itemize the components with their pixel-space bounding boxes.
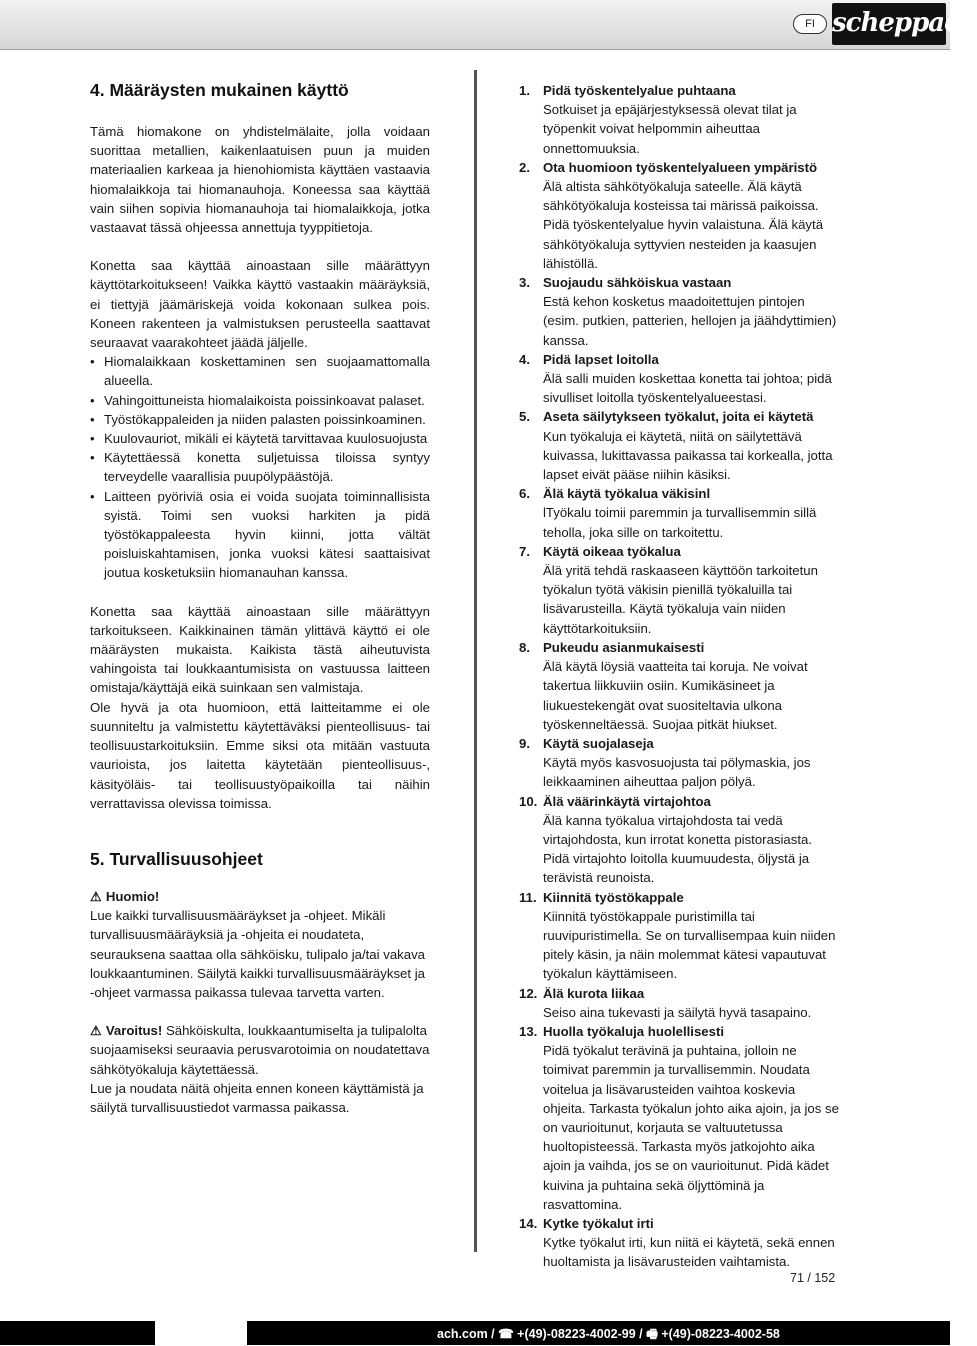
note-heading: [90, 889, 159, 904]
warning-body: Sähköiskulta, loukkaantumiselta ja tulipalolta suojaamiseksi seuraavia perusvarotoimia on noudatettava sähkötyökaluja käytettäessä.: [90, 1023, 430, 1077]
rule-number: 13.: [519, 1023, 538, 1039]
safety-rule-1: [519, 81, 839, 158]
header-bar: [0, 0, 977, 50]
safety-rule-10: [519, 792, 839, 888]
warning-heading: [90, 1023, 162, 1038]
rule-title: Aseta säilytykseen työkalut, joita ei käytetä: [543, 409, 814, 425]
rule-body: Älä yritä tehdä raskaaseen käyttöön tarkoitetun työkalun työtä väkisin pienillä työkaluilla tai lisävarusteilla. Käytä työkaluja vain niiden käyttötarkoituksiin.: [543, 563, 818, 636]
section-5-title: 5. Turvallisuusohjeet: [90, 848, 263, 869]
language-badge: FI: [793, 14, 827, 34]
rule-number: 4.: [519, 351, 530, 367]
safety-rule-5: [519, 407, 839, 484]
safety-rules-list: [519, 81, 839, 1272]
rule-number: 11.: [519, 889, 537, 905]
rule-title: Suojaudu sähköiskua vastaan: [543, 275, 732, 291]
page-number: 71 / 152: [790, 1271, 836, 1285]
rule-body: Älä kanna työkalua virtajohdosta tai vedä virtajohdosta, kun irrotat konetta pistorasiasta. Pidä virtajohto loitolla kuumuudesta, öljystä ja terävistä reunoista.: [543, 812, 813, 886]
rule-body: Älä altista sähkötyökaluja sateelle. Älä käytä sähkötyökaluja kosteissa tai märissä paikoissa. Pidä työskentelyalue hyvin valaistuna. Älä käytä sähkötyökaluja syttyvien nesteiden ja kaasujen lähistöllä.: [543, 179, 824, 271]
safety-rule-7: [519, 542, 839, 638]
rule-title: Pukeudu asianmukaisesti: [543, 639, 705, 655]
rule-body: Käytä myös kasvosuojusta tai pölymaskia, jos leikkaaminen aiheuttaa paljon pölyä.: [543, 755, 811, 790]
rule-body: Seiso aina tukevasti ja säilytä hyvä tasapaino.: [543, 1004, 812, 1020]
warning-triangle-icon: ⚠: [90, 888, 102, 904]
safety-rule-11: [519, 888, 839, 984]
section-4-paragraph-1: Tämä hiomakone on yhdistelmälaite, jolla voidaan suorittaa metallien, kaikenlaatuisen puun ja muiden materiaalien karkeaa ja hienohiomista käyttäen vastaavia hiomalaikkoja tai hiomanauhoja. Koneessa saa käyttää vain siihen sopivia hiomanauhoja tai hiomalaikkoja, jotka vastaavat tässä ohjeessa annettuja tyyppitietoja.: [90, 124, 430, 236]
rule-number: 7.: [519, 543, 530, 559]
section-4-paragraph-2: Konetta saa käyttää ainoastaan sille määrättyyn käyttötarkoitukseen! Vaikka käyttö vastaakin määräyksiä, ei tiettyjä jäämäriskejä voida kokonaan sulkea pois. Koneen rakenteen ja valmistuksen perusteella saattavat seuraavat vaarakohteet jäädä jäljelle.: [90, 258, 430, 351]
rule-body: lTyökalu toimii paremmin ja turvallisemmin sillä teholla, joka sille on tarkoitettu.: [543, 505, 817, 540]
section-4-paragraph-3: Konetta saa käyttää ainoastaan sille määrättyyn tarkoitukseen. Kaikkinainen tämän ylittävä käyttö ei ole määräysten mukaista. Kaikista tästä aiheutuvista vahingoista tai loukkaantumisista on vastuussa laitteen omistaja/käyttäjä eikä suinkaan sen valmistaja.: [90, 603, 430, 696]
note-heading-text: Huomio!: [105, 888, 160, 904]
rule-number: 9.: [519, 735, 530, 751]
rule-number: 14.: [519, 1215, 538, 1231]
rule-number: 12.: [519, 985, 538, 1001]
section-4-title: 4. Määräysten mukainen käyttö: [90, 80, 349, 100]
rule-number: 1.: [519, 83, 530, 98]
rule-body: Sotkuiset ja epäjärjestyksessä olevat tilat ja työpenkit voivat helpommin aiheuttaa onnettomuuksia.: [543, 102, 797, 156]
rule-title: Kytke työkalut irti: [543, 1215, 654, 1231]
safety-rule-3: [519, 273, 839, 350]
rule-body: Pidä työkalut terävinä ja puhtaina, jolloin ne toimivat paremmin ja turvallisemmin. Noudata voitelua ja lisävarusteiden vaihtoa koskevia ohjeita. Tarkasta työkalun johto aika ajoin, ja jos se on vaurioitunut, korjauta se valtuutetussa huoltopisteessä. Tarkasta myös jatkojohto aika ajoin ja vaihda, jos se on vaurioitunut. Pidä kädet kuivina ja puhtaina sekä öljyttöminä ja rasvattomina.: [543, 1043, 839, 1212]
safety-rule-8: [519, 638, 839, 734]
rule-title: Älä väärinkäytä virtajohtoa: [543, 793, 711, 809]
rule-title: Pidä lapset loitolla: [543, 351, 659, 367]
note-body: Lue kaikki turvallisuusmääräykset ja -ohjeet. Mikäli turvallisuusmääräyksiä ja -ohjeita ei noudateta, seurauksena saattaa olla sähköisku, tulipalo ja/tai vakava loukkaantuminen. Säilytä kaikki turvallisuusmääräykset ja -ohjeet varmassa paikassa tulevaa tarvetta varten.: [90, 908, 426, 1000]
rule-number: 10.: [519, 793, 538, 809]
rule-number: 8.: [519, 639, 530, 655]
rule-title: Älä kurota liikaa: [543, 985, 645, 1001]
footer-contact: ach.com / ☎ +(49)-08223-4002-99 / 🖷 +(49)-08223-4002-58: [437, 1327, 780, 1341]
rule-title: Käytä suojalaseja: [543, 735, 654, 751]
warning-heading-text: Varoitus!: [105, 1023, 163, 1039]
note-block: [90, 887, 430, 1002]
rule-title: Huolla työkaluja huolellisesti: [543, 1023, 725, 1039]
hazard-item: • Vahingoittuneista hiomalaikoista poissinkoavat palaset.: [90, 391, 430, 410]
rule-body: Estä kehon kosketus maadoitettujen pintojen (esim. putkien, patterien, hellojen ja jäähdyttimien) kanssa.: [543, 294, 837, 348]
rule-title: Älä käytä työkalua väkisinl: [543, 486, 711, 502]
warning-triangle-icon: ⚠: [90, 1023, 102, 1039]
safety-rule-14: [519, 1214, 839, 1272]
rule-body: Kiinnitä työstökappale puristimilla tai ruuvipuristimella. Se on turvallisempaa kuin niiden pitely käsin, ja näin molemmat kätesi vapautuvat työkalun käyttämiseen.: [543, 908, 836, 982]
footer-gap: [155, 1321, 247, 1345]
warning-body-2: Lue ja noudata näitä ohjeita ennen koneen käyttämistä ja säilytä turvallisuustiedot varmassa paikassa.: [90, 1080, 424, 1115]
hazard-item: • Hiomalaikkaan koskettaminen sen suojaamattomalla alueella.: [90, 352, 430, 390]
rule-number: 5.: [519, 409, 530, 425]
brand-logo: scheppach: [832, 3, 946, 45]
rule-number: 3.: [519, 275, 530, 291]
safety-rule-13: [519, 1022, 839, 1214]
rule-title: Kiinnitä työstökappale: [543, 889, 684, 905]
rule-title: Ota huomioon työskentelyalueen ympäristö: [543, 159, 818, 175]
safety-rule-2: [519, 158, 839, 273]
right-column: [519, 81, 839, 1272]
hazard-item: • Kuulovauriot, mikäli ei käytetä tarvittavaa kuulosuojusta: [90, 429, 430, 448]
rule-body: Älä käytä löysiä vaatteita tai koruja. Ne voivat takertua liikkuviin osiin. Kumikäsineet ja liukuestekengät ovat suositeltavia ulkona työskenneltäessä. Suojaa pitkät hiukset.: [543, 659, 808, 732]
safety-rule-6: [519, 484, 839, 542]
warning-block: [90, 1021, 430, 1117]
safety-rule-9: [519, 734, 839, 792]
rule-body: Kun työkaluja ei käytetä, niitä on säilytettävä kuivassa, lukittavassa paikassa tai korkealla, jotta lapset eivät pääse niihin käsiksi.: [543, 428, 833, 483]
rule-number: 2.: [519, 159, 530, 175]
hazard-item: • Työstökappaleiden ja niiden palasten poissinkoaminen.: [90, 410, 430, 429]
safety-rule-12: [519, 984, 839, 1022]
safety-rule-4: [519, 350, 839, 408]
rule-number: 6.: [519, 486, 530, 502]
hazard-item: • Laitteen pyöriviä osia ei voida suojata toiminnallisista syistä. Toimi sen vuoksi harkiten ja pidä työstökappaleesta hyvin kiinni, jotta vältät poisluiskahtamisen, jonka vuoksi kätesi saattaisivat joutua kosketuksiin hiomanauhan kanssa.: [90, 487, 430, 583]
hazard-item: • Käytettäessä konetta suljetuissa tiloissa syntyy terveydelle vaarallisia puupölypäästöjä.: [90, 448, 430, 486]
hazard-list: [90, 352, 430, 582]
rule-body: Älä salli muiden koskettaa konetta tai johtoa; pidä sivulliset loitolla työskentelyalueestasi.: [543, 371, 832, 406]
column-divider: [474, 70, 477, 1252]
rule-title: Pidä työskentelyalue puhtaana: [543, 83, 736, 98]
rule-title: Käytä oikeaa työkalua: [543, 543, 681, 559]
section-4-paragraph-4: Ole hyvä ja ota huomioon, että laitteitamme ei ole suunniteltu ja valmistettu käytettäväksi pienteollisuus- tai teollisuustarkoituksiin. Emme siksi ota mitään vastuuta vaurioista, jos laitetta käytetään pienteollisuus-, käsityöläis- tai teollisuustyöpaikoilla tai näihin verrattavissa olevissa toimissa.: [90, 699, 430, 811]
left-column: [90, 78, 430, 1117]
rule-body: Kytke työkalut irti, kun niitä ei käytetä, sekä ennen huoltamista ja lisävarusteiden vaihtamista.: [543, 1235, 835, 1270]
